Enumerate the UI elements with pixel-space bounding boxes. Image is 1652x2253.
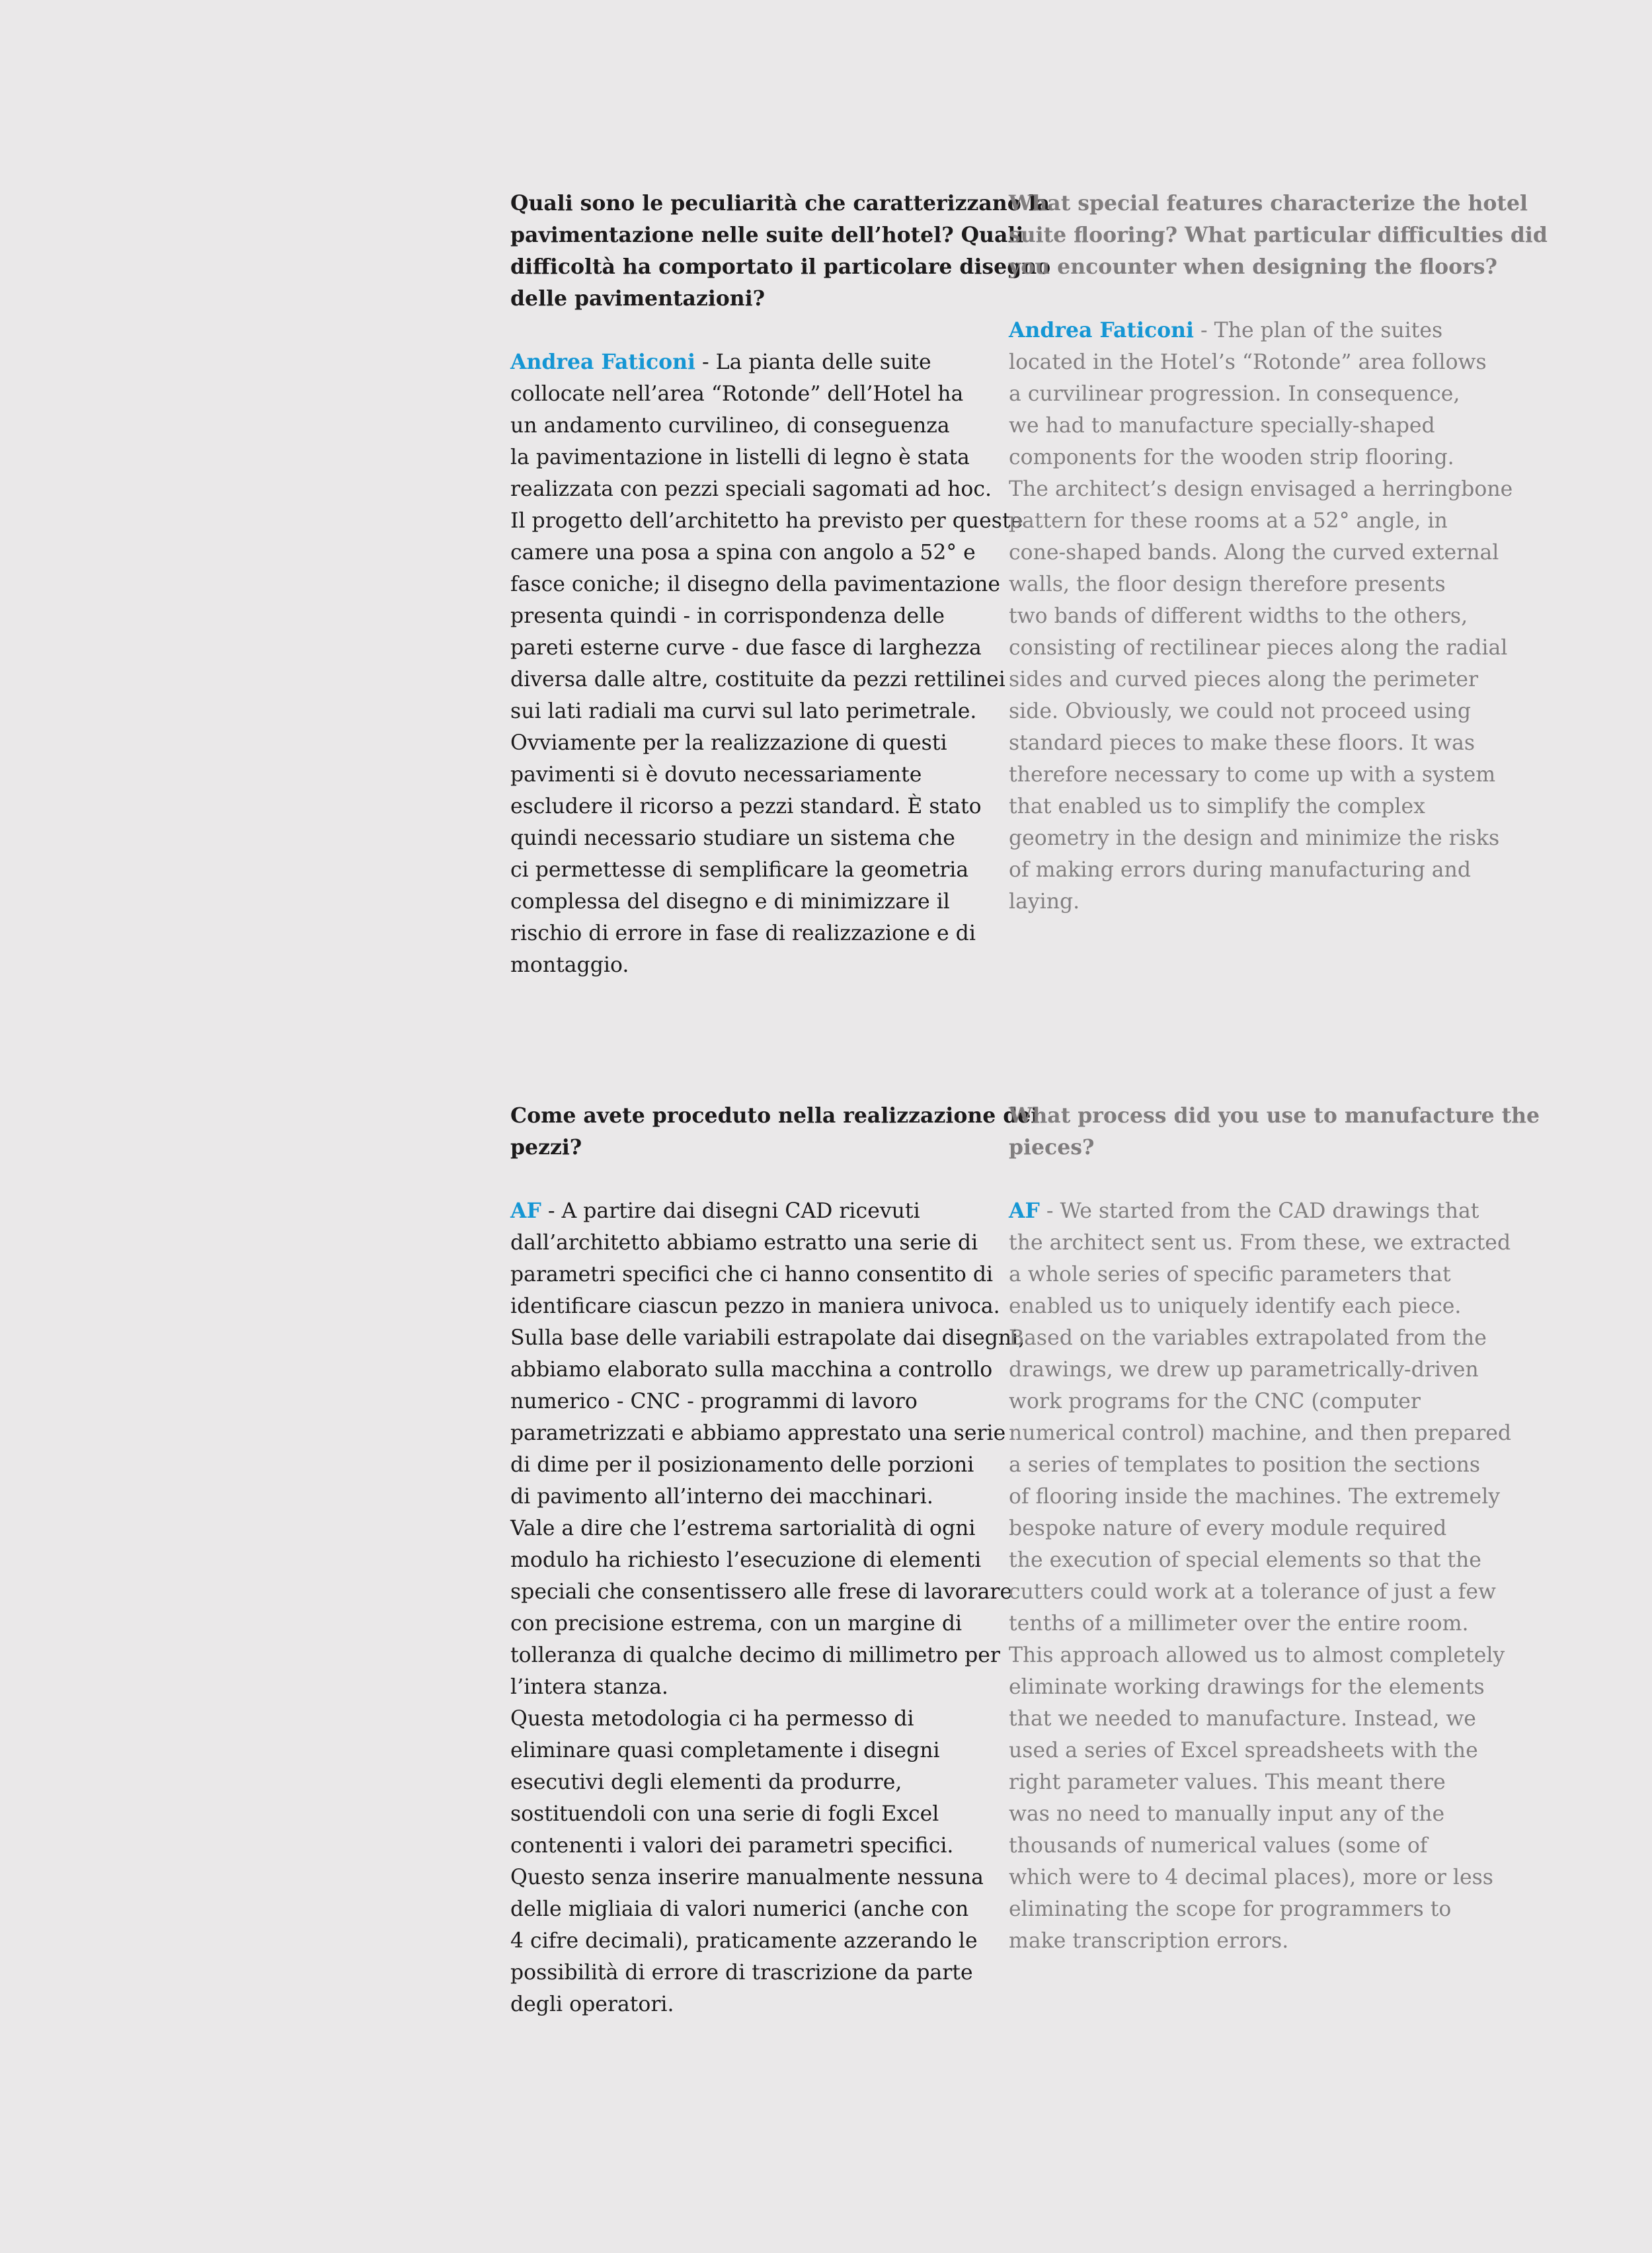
text-line: walls, the floor design therefore presents	[1009, 573, 1446, 596]
text-line: Il progetto dell’architetto ha previsto per queste	[510, 509, 1023, 533]
text-line: therefore necessary to come up with a system	[1009, 763, 1496, 787]
text-line: a curvilinear progression. In consequence,	[1009, 382, 1460, 406]
speaker-initials: AF	[1009, 1199, 1040, 1223]
text-line: pavimenti si è dovuto necessariamente	[510, 763, 922, 787]
text-line: presenta quindi - in corrispondenza delle	[510, 604, 945, 628]
text-line: parametrizzati e abbiamo apprestato una serie	[510, 1421, 1006, 1445]
section1-english-question	[1009, 188, 1548, 283]
text-line: make transcription errors.	[1009, 1929, 1289, 1953]
text-line: components for the wooden strip flooring.	[1009, 446, 1454, 469]
text-line: a series of templates to position the sections	[1009, 1453, 1481, 1477]
text-line: Questo senza inserire manualmente nessuna	[510, 1866, 984, 1889]
section1-english-answer: Andrea Faticoni - The plan of the suites located in the Hotel’s “Rotonde” area follows a curvilinear progression. In consequence, we had to manufacture specially-shaped components for the wooden strip flooring. The architect’s design envisaged a herringbone pattern for these rooms at a 52° angle, in cone-shaped bands. Along the curved external walls, the floor design therefore presents two bands of different widths to the others, consisting of rectilinear pieces along the radial sides and curved pieces along the perimeter side. Obviously, we could not proceed using standard pieces to make these floors. It was therefore necessary to come up with a system that enabled us to simplify the complex geometry in the design and minimize the risks of making errors during manufacturing and laying.	[1009, 315, 1485, 918]
text-line: bespoke nature of every module required	[1009, 1517, 1447, 1540]
text-line: rischio di errore in fase di realizzazione e di	[510, 922, 976, 945]
text-line: used a series of Excel spreadsheets with the	[1009, 1739, 1478, 1762]
text-line: tolleranza di qualche decimo di millimetro per	[510, 1643, 1000, 1667]
text-line: eliminate working drawings for the elements	[1009, 1675, 1485, 1699]
text-line: drawings, we drew up parametrically-driven	[1009, 1358, 1479, 1382]
text-line: Ovviamente per la realizzazione di questi	[510, 731, 947, 755]
text-line: montaggio.	[510, 953, 629, 977]
text-line: sides and curved pieces along the perimeter	[1009, 668, 1479, 692]
text-line: camere una posa a spina con angolo a 52° e	[510, 541, 976, 565]
text-line: identificare ciascun pezzo in maniera univoca.	[510, 1294, 1000, 1318]
text-line: speciali che consentissero alle frese di lavorare	[510, 1580, 1013, 1604]
text-line: parametri specifici che ci hanno consentito di	[510, 1263, 994, 1286]
text-line: eliminating the scope for programmers to	[1009, 1897, 1452, 1921]
text-line: delle pavimentazioni?	[510, 286, 766, 311]
section1-italian-question	[510, 188, 1051, 315]
text-line: con precisione estrema, con un margine di	[510, 1612, 963, 1636]
text-line: realizzata con pezzi speciali sagomati ad hoc.	[510, 477, 992, 501]
text-line: thousands of numerical values (some of	[1009, 1834, 1428, 1858]
text-line: enabled us to uniquely identify each piece.	[1009, 1294, 1462, 1318]
text-line: collocate nell’area “Rotonde” dell’Hotel ha	[510, 382, 964, 406]
text-line: escludere il ricorso a pezzi standard. È stato	[510, 795, 982, 818]
text-line: What process did you use to manufacture the	[1009, 1103, 1540, 1128]
text-line: un andamento curvilineo, di conseguenza	[510, 414, 950, 438]
text-line: fasce coniche; il disegno della pavimentazione	[510, 573, 1001, 596]
text-line: numerical control) machine, and then prepared	[1009, 1421, 1512, 1445]
answer-body	[1009, 346, 1513, 918]
text-line: This approach allowed us to almost completely	[1009, 1643, 1505, 1667]
text-line: Vale a dire che l’estrema sartorialità di ogni	[510, 1517, 976, 1540]
text-line: pieces?	[1009, 1135, 1095, 1160]
text-line: of flooring inside the machines. The extremely	[1009, 1485, 1501, 1509]
text-line: Come avete proceduto nella realizzazione dei	[510, 1103, 1039, 1128]
text-line: contenenti i valori dei parametri specifici.	[510, 1834, 954, 1858]
text-line: cutters could work at a tolerance of just a few	[1009, 1580, 1496, 1604]
text-line: pezzi?	[510, 1135, 582, 1160]
text-line: quindi necessario studiare un sistema che	[510, 826, 955, 850]
text-line: that we needed to manufacture. Instead, we	[1009, 1707, 1476, 1731]
text-line: side. Obviously, we could not proceed using	[1009, 699, 1472, 723]
speaker-name: Andrea Faticoni	[510, 350, 696, 374]
text-line: l’intera stanza.	[510, 1675, 668, 1699]
answer-body	[510, 1227, 1025, 2020]
section2-english-column	[1009, 1100, 1540, 1957]
text-line: diversa dalle altre, costituite da pezzi rettilinei	[510, 668, 1005, 692]
text-line: la pavimentazione in listelli di legno è stata	[510, 446, 970, 469]
text-line: we had to manufacture specially-shaped	[1009, 414, 1435, 438]
text-line: pavimentazione nelle suite dell’hotel? Quali	[510, 223, 1024, 247]
text-line: two bands of different widths to the others,	[1009, 604, 1468, 628]
text-line: possibilità di errore di trascrizione da parte	[510, 1961, 973, 1985]
text-line: a whole series of specific parameters that	[1009, 1263, 1451, 1286]
text-line: suite flooring? What particular difficulties did	[1009, 223, 1548, 247]
text-line: the execution of special elements so that the	[1009, 1548, 1481, 1572]
section1-english-column	[1009, 188, 1548, 918]
text-line: pareti esterne curve - due fasce di larghezza	[510, 636, 982, 660]
text-line: di dime per il posizionamento delle porzioni	[510, 1453, 974, 1477]
text-line: difficoltà ha comportato il particolare disegno	[510, 255, 1051, 279]
text-line: dall’architetto abbiamo estratto una serie di	[510, 1231, 978, 1255]
answer-body	[510, 378, 1023, 981]
text-line: right parameter values. This meant there	[1009, 1770, 1446, 1794]
answer-body	[1009, 1227, 1512, 1957]
section2-italian-column	[510, 1100, 1039, 2020]
text-line: geometry in the design and minimize the risks	[1009, 826, 1500, 850]
section2-italian-answer: AF - A partire dai disegni CAD ricevuti dall’architetto abbiamo estratto una serie di parametri specifici che ci hanno consentito di identificare ciascun pezzo in maniera univoca. Sulla base delle variabili estrapolate dai disegni, abbiamo elaborato sulla macchina a controllo numerico - CNC - programmi di lavoro parametrizzati e abbiamo apprestato una serie di dime per il posizionamento delle porzioni di pavimento all’interno dei macchinari. Vale a dire che l’estrema sartorialità di ogni modulo ha richiesto l’esecuzione di elementi speciali che consentissero alle frese di lavorare con precisione estrema, con un margine di tolleranza di qualche decimo di millimetro per l’intera stanza. Questa metodologia ci ha permesso di eliminare quasi completamente i disegni esecutivi degli elementi da produrre, sostituendoli con una serie di fogli Excel contenenti i valori dei parametri specifici. Questo senza inserire manualmente nessuna delle migliaia di valori numerici (anche con 4 cifre decimali), praticamente azzerando le possibilità di errore di trascrizione da parte degli operatori.	[510, 1195, 986, 2020]
text-line: What special features characterize the hotel	[1009, 191, 1528, 216]
text-line: which were to 4 decimal places), more or less	[1009, 1866, 1493, 1889]
text-line: sui lati radiali ma curvi sul lato perimetrale.	[510, 699, 977, 723]
section2-english-answer: AF - We started from the CAD drawings that the architect sent us. From these, we extracted a whole series of specific parameters that enabled us to uniquely identify each piece. Based on the variables extrapolated from the drawings, we drew up parametrically-driven work programs for the CNC (computer numerical control) machine, and then prepared a series of templates to position the sections of flooring inside the machines. The extremely bespoke nature of every module required the execution of special elements so that the cutters could work at a tolerance of just a few tenths of a millimeter over the entire room. This approach allowed us to almost completely eliminate working drawings for the elements that we needed to manufacture. Instead, we used a series of Excel spreadsheets with the right parameter values. This meant there was no need to manually input any of the thousands of numerical values (some of which were to 4 decimal places), more or less eliminating the scope for programmers to make transcription errors.	[1009, 1195, 1485, 1957]
text-line: laying.	[1009, 890, 1080, 914]
text-line: pattern for these rooms at a 52° angle, in	[1009, 509, 1448, 533]
speaker-name: Andrea Faticoni	[1009, 318, 1195, 342]
text-line: modulo ha richiesto l’esecuzione di elementi	[510, 1548, 982, 1572]
text-line: eliminare quasi completamente i disegni	[510, 1739, 940, 1762]
text-line: sostituendoli con una serie di fogli Excel	[510, 1802, 939, 1826]
text-line: located in the Hotel’s “Rotonde” area follows	[1009, 350, 1487, 374]
text-line: cone-shaped bands. Along the curved external	[1009, 541, 1499, 565]
text-line: numerico - CNC - programmi di lavoro	[510, 1390, 918, 1413]
speaker-initials: AF	[510, 1199, 541, 1223]
text-line: consisting of rectilinear pieces along the radial	[1009, 636, 1508, 660]
text-line: Quali sono le peculiarità che caratterizzano la	[510, 191, 1050, 216]
text-line: Sulla base delle variabili estrapolate dai disegni,	[510, 1326, 1025, 1350]
text-line: tenths of a millimeter over the entire room.	[1009, 1612, 1469, 1636]
text-line: abbiamo elaborato sulla macchina a controllo	[510, 1358, 993, 1382]
text-line: esecutivi degli elementi da produrre,	[510, 1770, 902, 1794]
text-line: delle migliaia di valori numerici (anche con	[510, 1897, 969, 1921]
section2-italian-question	[510, 1100, 1039, 1164]
text-line: of making errors during manufacturing and	[1009, 858, 1471, 882]
section2-english-question	[1009, 1100, 1540, 1164]
text-line: was no need to manually input any of the	[1009, 1802, 1445, 1826]
text-line: you encounter when designing the floors?	[1009, 255, 1497, 279]
text-line: The architect’s design envisaged a herringbone	[1009, 477, 1513, 501]
text-line: Based on the variables extrapolated from the	[1009, 1326, 1487, 1350]
text-line: standard pieces to make these floors. It was	[1009, 731, 1475, 755]
text-line: Questa metodologia ci ha permesso di	[510, 1707, 914, 1731]
text-line: 4 cifre decimali), praticamente azzerando le	[510, 1929, 978, 1953]
text-line: work programs for the CNC (computer	[1009, 1390, 1421, 1413]
text-line: ci permettesse di semplificare la geometria	[510, 858, 969, 882]
text-line: the architect sent us. From these, we extracted	[1009, 1231, 1511, 1255]
text-line: di pavimento all’interno dei macchinari.	[510, 1485, 933, 1509]
text-line: degli operatori.	[510, 1993, 674, 2016]
text-line: complessa del disegno e di minimizzare il	[510, 890, 950, 914]
section1-italian-answer: Andrea Faticoni - La pianta delle suite collocate nell’area “Rotonde” dell’Hotel ha un andamento curvilineo, di conseguenza la pavimentazione in listelli di legno è stata realizzata con pezzi speciali sagomati ad hoc. Il progetto dell’architetto ha previsto per queste camere una posa a spina con angolo a 52° e fasce coniche; il disegno della pavimentazione presenta quindi - in corrispondenza delle pareti esterne curve - due fasce di larghezza diversa dalle altre, costituite da pezzi rettilinei sui lati radiali ma curvi sul lato perimetrale. Ovviamente per la realizzazione di questi pavimenti si è dovuto necessariamente escludere il ricorso a pezzi standard. È stato quindi necessario studiare un sistema che ci permettesse di semplificare la geometria complessa del disegno e di minimizzare il rischio di errore in fase di realizzazione e di montaggio.	[510, 346, 986, 981]
text-line: that enabled us to simplify the complex	[1009, 795, 1425, 818]
